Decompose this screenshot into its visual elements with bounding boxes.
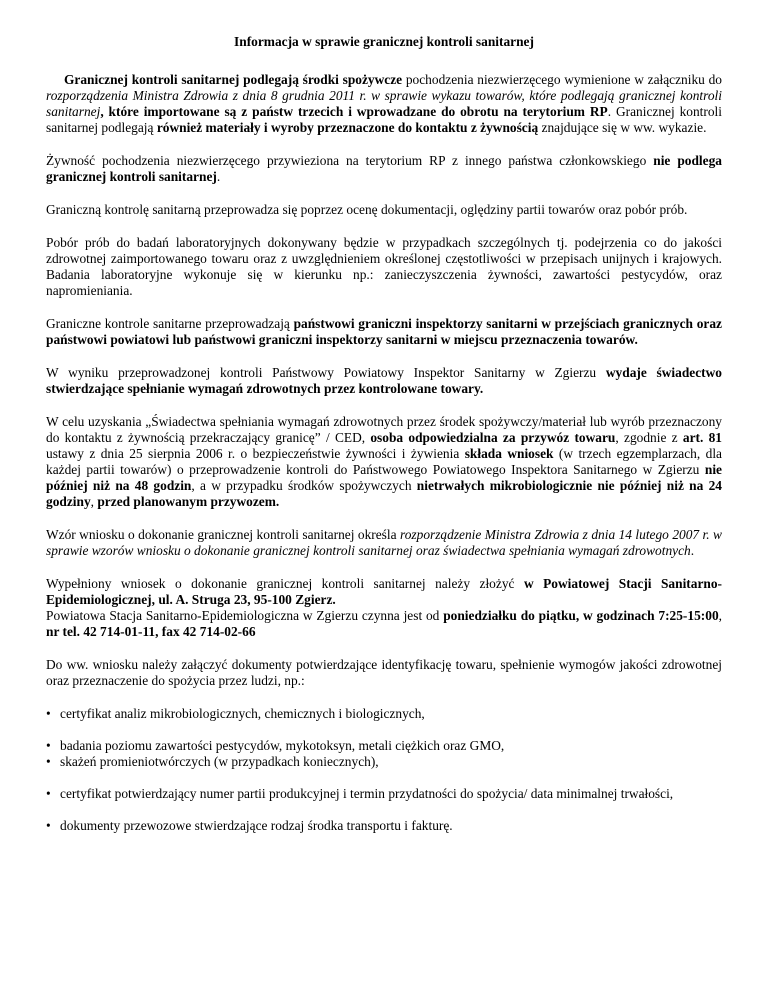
- text-bold-phone: nr tel. 42 714-01-11, fax 42 714-02-66: [46, 624, 256, 639]
- text: .: [216, 169, 221, 184]
- attachments-list: [46, 706, 722, 834]
- text-bold: Granicznej kontroli sanitarnej podlegają środki spożywcze: [64, 72, 403, 87]
- text: Wypełniony wniosek o dokonanie granicznej kontroli sanitarnej należy złożyć: [46, 576, 524, 591]
- page-title: Informacja w sprawie granicznej kontroli sanitarnej: [234, 34, 534, 49]
- paragraph-eu-goods: [46, 153, 722, 185]
- bullet-icon: •: [46, 738, 51, 753]
- text: , a w przypadku środków spożywczych: [191, 478, 417, 493]
- text: pochodzenia niezwierzęcego wymienione w załączniku do: [402, 72, 722, 87]
- text-bold: osoba odpowiedzialna za przywóz towaru: [370, 430, 616, 445]
- text: Powiatowa Stacja Sanitarno-Epidemiologiczna w Zgierzu czynna jest od: [46, 608, 444, 623]
- text: ,: [90, 494, 98, 509]
- bullet-icon: •: [46, 706, 51, 721]
- text-italic-regulation: rozporządzenia Ministra Zdrowia z dnia 8 grudnia 2011 r. w sprawie wykazu towarów, które podlegają granicznej kontroli sanitarnej: [46, 88, 722, 119]
- text-bold: również materiały i wyroby przeznaczone do kontaktu z żywnością: [156, 120, 539, 135]
- bullet-icon: •: [46, 786, 51, 801]
- paragraph-form-template: [46, 527, 722, 559]
- text-bold: , które importowane są z państw trzecich i wprowadzane do obrotu na terytorium RP: [100, 104, 608, 119]
- text-bold: nie później niż na 48 godzin: [46, 462, 722, 493]
- text-italic-regulation: rozporządzenie Ministra Zdrowia z dnia 14 lutego 2007 r. w sprawie wzorów wniosku o dokonanie granicznej kontroli sanitarnej oraz świadectwa spełniania wymagań zdrowotnych: [46, 527, 722, 558]
- text: Wzór wniosku o dokonanie granicznej kontroli sanitarnej określa: [46, 527, 400, 542]
- text-bold: art. 81: [682, 430, 722, 445]
- paragraph-sampling: Pobór prób do badań laboratoryjnych dokonywany będzie w przypadkach szczególnych tj. podejrzenia co do jakości zdrowotnej zaimportowanego towaru oraz z uwzględnieniem określonej częstotliwości w przepisach unijnych i krajowych. Badania laboratoryjne wykonuje się w kierunku np.: zanieczyszczenia żywności, zawartości pestycydów, oraz napromieniania.: [46, 235, 722, 298]
- paragraph-control-method: Graniczną kontrolę sanitarną przeprowadza się poprzez ocenę dokumentacji, oględziny partii towarów oraz pobór prób.: [46, 202, 688, 217]
- text: (w trzech egzemplarzach, dla każdej partii towarów) o przeprowadzenie kontroli do Państwowego Powiatowego Inspektora Sanitarnego w Zgierzu: [46, 446, 723, 477]
- bullet-icon: •: [46, 754, 51, 769]
- text-bold: nie podlega granicznej kontroli sanitarnej: [46, 153, 722, 184]
- paragraph-certificate: [46, 365, 722, 397]
- text: . Granicznej kontroli sanitarnej podlegają: [46, 104, 722, 135]
- list-item-text: skażeń promieniotwórczych (w przypadkach koniecznych),: [60, 754, 379, 769]
- list-item: [46, 818, 722, 834]
- list-item-text: dokumenty przewozowe stwierdzające rodzaj środka transportu i fakturę.: [60, 818, 453, 833]
- paragraph-scope: [46, 72, 722, 136]
- list-item: [46, 786, 722, 802]
- list-item-text: badania poziomu zawartości pestycydów, mykotoksyn, metali ciężkich oraz GMO,: [60, 738, 505, 753]
- text: .: [690, 543, 695, 558]
- text: znajdujące się w ww. wykazie.: [538, 120, 707, 135]
- paragraph-inspectors: [46, 316, 722, 348]
- list-item-text: certyfikat potwierdzający numer partii produkcyjnej i termin przydatności do spożycia/ data minimalnej trwałości,: [60, 786, 674, 801]
- paragraph-application: [46, 414, 722, 510]
- paragraph-submission: [46, 576, 722, 640]
- text: Graniczne kontrole sanitarne przeprowadzają: [46, 316, 294, 331]
- list-item: [46, 738, 722, 754]
- text: ,: [718, 608, 722, 623]
- text-bold: nietrwałych mikrobiologicznie nie później niż na 24 godziny: [46, 478, 722, 509]
- text-bold-address: w Powiatowej Stacji Sanitarno-Epidemiologicznej, ul. A. Struga 23, 95-100 Zgierz.: [46, 576, 722, 607]
- text-bold: składa wniosek: [464, 446, 554, 461]
- paragraph-attachments-intro: Do ww. wniosku należy załączyć dokumenty potwierdzające identyfikację towaru, spełnienie wymogów jakości zdrowotnej oraz przeznaczenie do spożycia przez ludzi, np.:: [46, 657, 722, 688]
- text: W wyniku przeprowadzonej kontroli Państwowy Powiatowy Inspektor Sanitarny w Zgierzu: [46, 365, 606, 380]
- list-item: [46, 754, 722, 770]
- text-bold: państwowi graniczni inspektorzy sanitarni w przejściach granicznych oraz państwowi powiatowi lub państwowi graniczni inspektorzy sanitarni w miejscu przeznaczenia towarów.: [46, 316, 722, 347]
- text-bold-hours: poniedziałku do piątku, w godzinach 7:25-15:00: [443, 608, 719, 623]
- text: ustawy z dnia 25 sierpnia 2006 r. o bezpieczeństwie żywności i żywienia: [46, 446, 465, 461]
- list-item: [46, 706, 722, 722]
- text: Żywność pochodzenia niezwierzęcego przywieziona na terytorium RP z innego państwa członkowskiego: [46, 153, 654, 168]
- text-bold: przed planowanym przywozem.: [97, 494, 280, 509]
- bullet-icon: •: [46, 818, 51, 833]
- text: , zgodnie z: [615, 430, 683, 445]
- list-item-text: certyfikat analiz mikrobiologicznych, chemicznych i biologicznych,: [60, 706, 425, 721]
- text-bold: wydaje świadectwo stwierdzające spełnianie wymagań zdrowotnych przez kontrolowane towary.: [46, 365, 722, 396]
- text: W celu uzyskania „Świadectwa spełniania wymagań zdrowotnych przez środek spożywczy/materiał lub wyrób przeznaczony do kontaktu z żywnością przekraczający granicę” / CED,: [46, 414, 722, 445]
